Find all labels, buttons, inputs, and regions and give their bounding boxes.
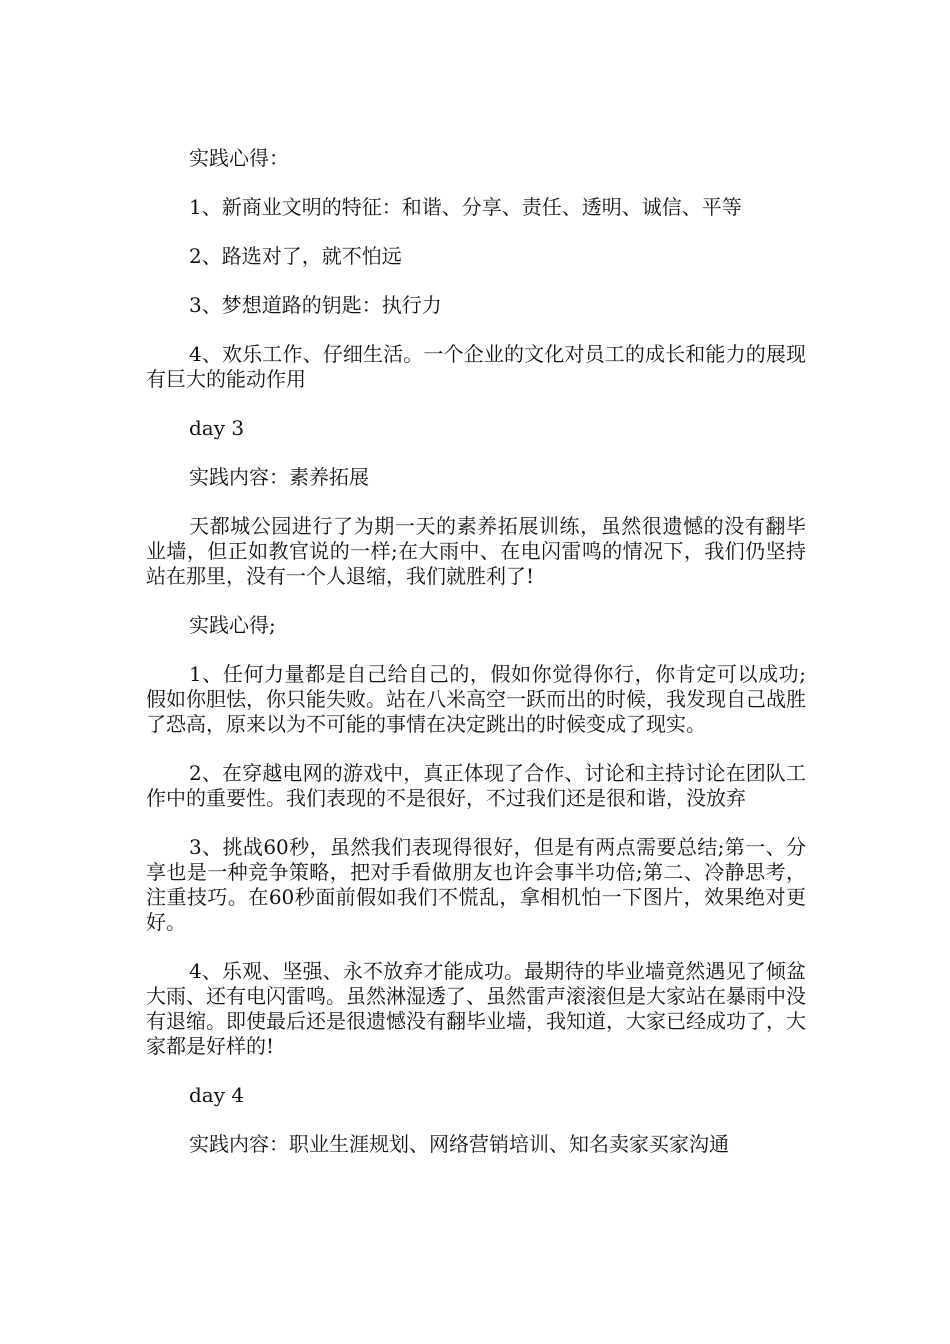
day-3-heading: day 3 <box>189 416 245 440</box>
insight-item-2: 2、路选对了，就不怕远 <box>189 244 402 268</box>
day-3-content-heading: 实践内容：素养拓展 <box>189 465 369 489</box>
insight-item-3: 3、梦想道路的钥匙：执行力 <box>189 293 442 317</box>
day-4-heading: day 4 <box>189 1083 245 1107</box>
day-4-content-heading: 实践内容：职业生涯规划、网络营销培训、知名卖家买家沟通 <box>189 1132 729 1156</box>
insight-item-4: 4、欢乐工作、仔细生活。一个企业的文化对员工的成长和能力的展现有巨大的能动作用 <box>146 342 806 391</box>
heading-practice-insights: 实践心得： <box>189 146 289 170</box>
document-body <box>146 146 806 1181</box>
day-3-insights-heading: 实践心得; <box>189 613 276 637</box>
day-3-insight-1: 1、任何力量都是自己给自己的，假如你觉得你行，你肯定可以成功;假如你胆怯，你只能失败。站在八米高空一跃而出的时候，我发现自己战胜了恐高，原来以为不可能的事情在决定跳出的时候变成了现实。 <box>146 662 806 736</box>
day-3-insight-4: 4、乐观、坚强、永不放弃才能成功。最期待的毕业墙竟然遇见了倾盆大雨、还有电闪雷鸣。虽然淋湿透了、虽然雷声滚滚但是大家站在暴雨中没有退缩。即使最后还是很遗憾没有翻毕业墙，我知道，大家已经成功了，大家都是好样的! <box>146 959 806 1058</box>
day-3-insight-3: 3、挑战60秒，虽然我们表现得很好，但是有两点需要总结;第一、分享也是一种竞争策略，把对手看做朋友也许会事半功倍;第二、冷静思考，注重技巧。在60秒面前假如我们不慌乱，拿相机怕一下图片，效果绝对更好。 <box>146 835 806 934</box>
day-3-description: 天都城公园进行了为期一天的素养拓展训练，虽然很遗憾的没有翻毕业墙，但正如教官说的一样;在大雨中、在电闪雷鸣的情况下，我们仍坚持站在那里，没有一个人退缩，我们就胜利了! <box>146 514 806 588</box>
insight-item-1: 1、新商业文明的特征：和谐、分享、责任、透明、诚信、平等 <box>189 195 742 219</box>
day-3-insight-2: 2、在穿越电网的游戏中，真正体现了合作、讨论和主持讨论在团队工作中的重要性。我们表现的不是很好，不过我们还是很和谐，没放弃 <box>146 761 806 810</box>
